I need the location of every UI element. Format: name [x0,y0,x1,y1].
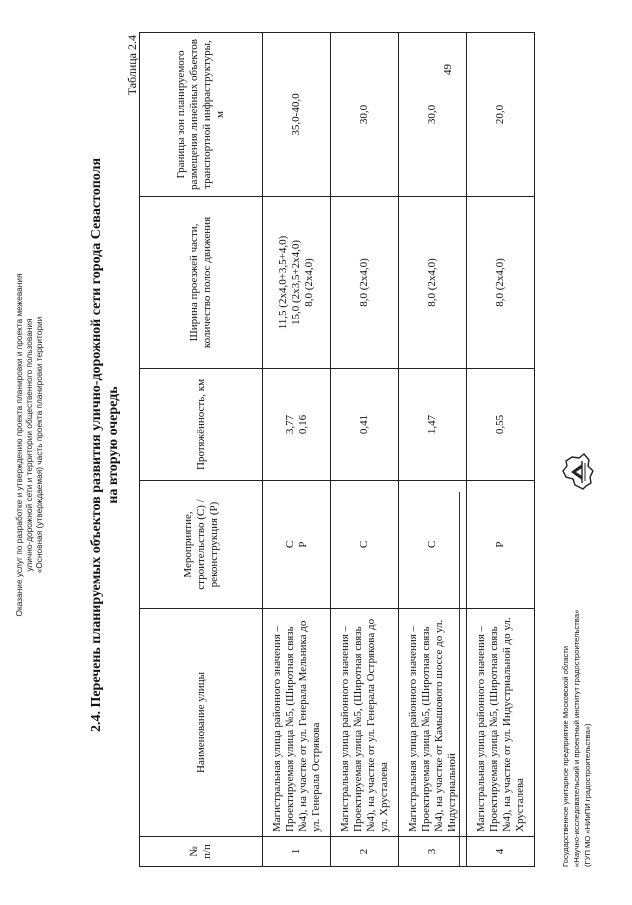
table-row [331,33,399,867]
cell-num: 4 [467,837,535,867]
header-line: Оказание услуг по разработке и утверждению проекта планировки и проекта межевания [14,273,24,617]
footer-line: (ГУП МО «НИиПИ градостроительства») [583,723,592,867]
cell-width [263,197,331,369]
header-measure: Мероприятие, строительство (С) / реконструкция (Р) [140,481,263,609]
header-width: Ширина проезжей части, количество полос движения [140,197,263,369]
measure-value: Р [296,541,309,548]
cell-zone: 35,0-40,0 [263,33,331,197]
cell-zone: 20,0 [467,33,535,197]
cell-zone: 30,0 [331,33,399,197]
table-header-row [140,33,263,867]
cell-name: Магистральная улица районного значения – Проектируемая улица №5, (Широтная связь №4), на участке от ул. Индустриальной до ул. Хрусталева [467,609,535,837]
footer-line: Государственное унитарное предприятие Московской области [561,645,570,867]
width-value: 11,5 (2х4,0+3,5+4,0) [277,235,289,330]
section-title [88,45,122,845]
header-zone: Границы зон планируемого размещения линейных объектов транспортной инфраструктуры, м [140,33,263,197]
page-number: 49 [442,64,454,75]
cell-width: 8,0 (2х4,0) [331,197,399,369]
cell-length: 1,47 [399,369,467,481]
table-row [263,33,331,867]
organization-footer [560,487,593,867]
cell-width: 8,0 (2х4,0) [467,197,535,369]
cell-length [263,369,331,481]
header-num: № п/п [140,837,263,867]
length-value: 3,77 [283,414,296,435]
footer-line: «Научно-исследовательский и проектный институт градостроительства» [572,609,581,867]
cell-name: Магистральная улица районного значения – Проектируемая улица №5, (Широтная связь №4), на участке от ул. Генерала Мельника до ул. Генерала Острякова [263,609,331,837]
header-length: Протяжённость, км [140,369,263,481]
table-row [467,33,535,867]
objects-table [139,32,535,867]
cell-width: 8,0 (2х4,0) [399,197,467,369]
header-name: Наименование улицы [140,609,263,837]
width-value: 15,0 (2х3,5+2х4,0) [290,239,302,326]
cell-measure: С [399,481,467,609]
cell-measure: С [331,481,399,609]
cell-measure [263,481,331,609]
header-line: «Основная (утверждаемая) часть проекта планировки территории [34,316,44,574]
header-line: улично-дорожной сети и территории общественного пользования [24,318,34,572]
cell-num: 3 [399,837,467,867]
cell-length: 0,41 [331,369,399,481]
section-title-line: на вторую очередь [106,386,121,504]
document-header [14,65,44,825]
cell-zone: 30,0 [399,33,467,197]
cell-name: Магистральная улица районного значения – Проектируемая улица №5, (Широтная связь №4), на участке от ул. Генерала Острякова до ул. Хрусталева [331,609,399,837]
table-label: Таблица 2.4 [125,35,139,96]
section-title-line: 2.4. Перечень планируемых объектов развития улично-дорожной сети города Севастополя [89,157,104,733]
length-value: 0,16 [296,414,309,435]
institute-logo-icon [555,449,601,495]
cell-name: Магистральная улица районного значения – Проектируемая улица №5, (Широтная связь №4), на участке от Камышового шоссе до ул. Индустриальной [399,609,467,837]
table-row [399,33,467,867]
cell-length: 0,55 [467,369,535,481]
cell-measure: Р [467,481,535,609]
measure-value: С [283,540,296,549]
footer-divider [459,492,460,867]
width-value: 8,0 (2х4,0) [303,258,315,307]
cell-num: 1 [263,837,331,867]
cell-num: 2 [331,837,399,867]
